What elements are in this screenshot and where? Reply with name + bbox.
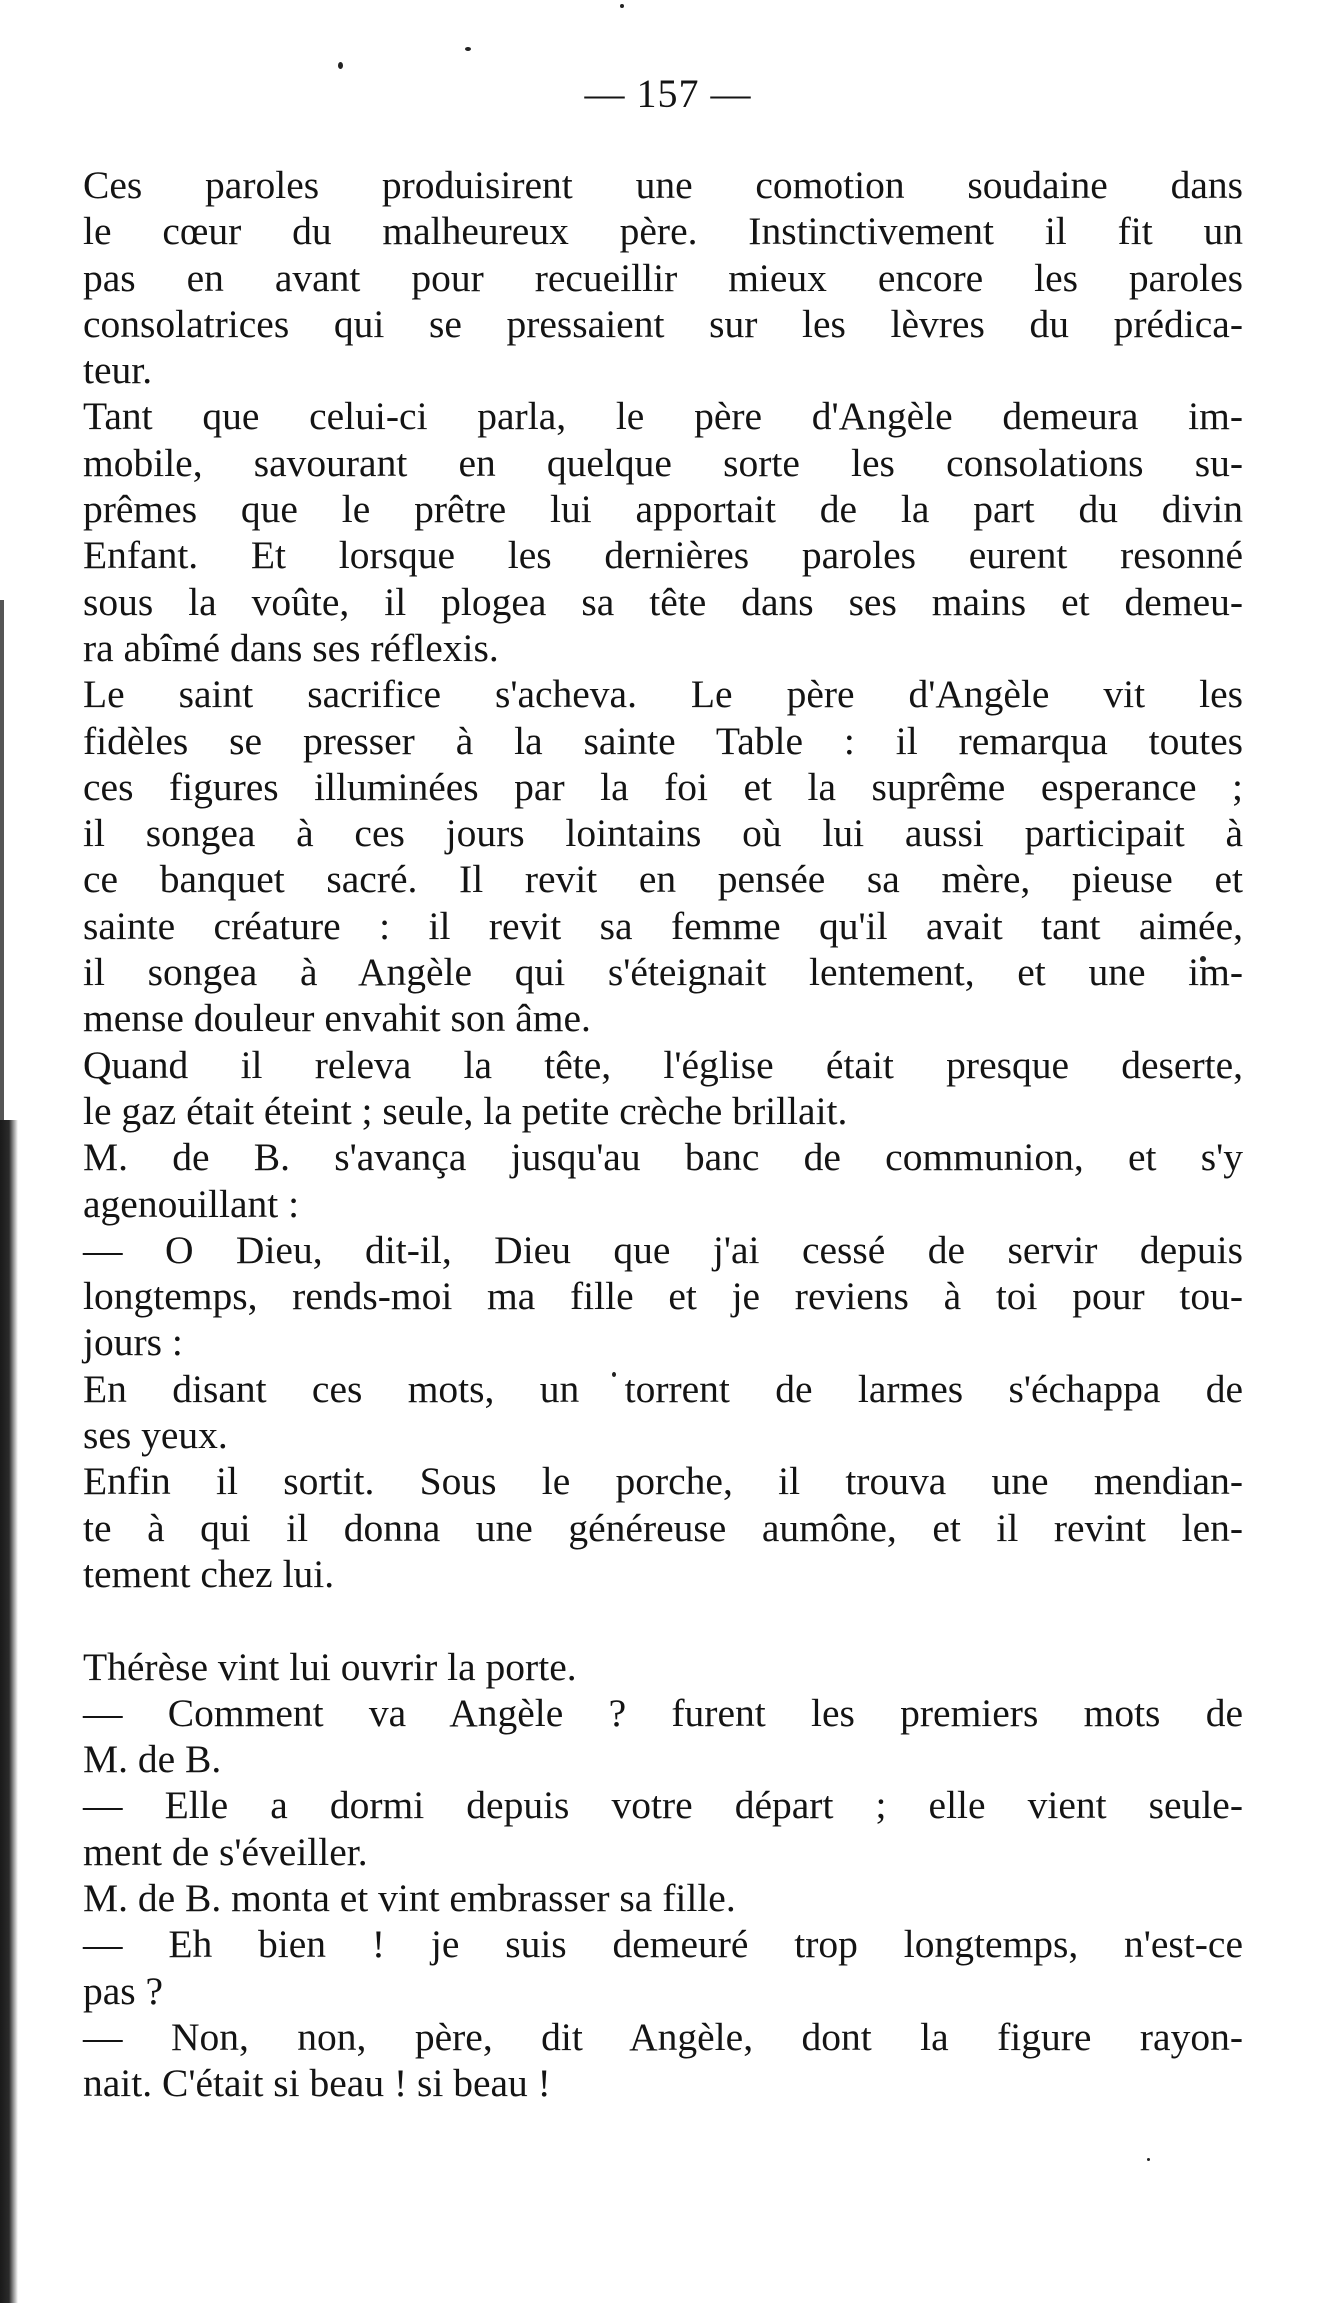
text-line: Enfin il sortit. Sous le porche, il trouva une mendian- <box>83 1459 1243 1504</box>
text-line: longtemps, rends-moi ma fille et je reviens à toi pour tou- <box>83 1274 1243 1319</box>
text-line: Enfant. Et lorsque les dernières paroles eurent resonné <box>83 533 1243 578</box>
text-line: Tant que celui-ci parla, le père d'Angèle demeura im- <box>83 394 1243 439</box>
text-line: pas ? <box>83 1968 164 2013</box>
text-line: mobile, savourant en quelque sorte les consolations su- <box>83 440 1243 485</box>
text-line: teur. <box>83 348 153 393</box>
text-line: Quand il releva la tête, l'église était presque deserte, <box>83 1042 1243 1087</box>
text-line: ce banquet sacré. Il revit en pensée sa mère, pieuse et <box>83 857 1243 902</box>
text-line: ra abîmé dans ses réflexis. <box>83 625 499 670</box>
text-line: tement chez lui. <box>83 1551 335 1596</box>
text-line: Thérèse vint lui ouvrir la porte. <box>83 1644 577 1689</box>
text-line: le cœur du malheureux père. Instinctivement il fit un <box>83 209 1243 254</box>
text-line: Ces paroles produisirent une comotion soudaine dans <box>83 163 1243 207</box>
page-edge-shadow-upper <box>0 600 4 1120</box>
text-line: sous la voûte, il plogea sa tête dans ses mains et demeu- <box>83 579 1243 624</box>
text-line: — Non, non, père, dit Angèle, dont la figure rayon- <box>83 2014 1243 2059</box>
ink-speck <box>620 4 624 8</box>
text-line: sainte créature : il revit sa femme qu'il avait tant aimée, <box>83 903 1243 948</box>
text-line: mense douleur envahit son âme. <box>83 996 591 1041</box>
text-line: il songea à ces jours lointains où lui aussi participait à <box>83 811 1243 856</box>
text-line: ses yeux. <box>83 1413 228 1458</box>
body-text <box>83 162 1243 2106</box>
text-line: M. de B. monta et vint embrasser sa fille. <box>83 1875 736 1920</box>
text-line: pas en avant pour recueillir mieux encore les paroles <box>83 255 1243 300</box>
text-line: nait. C'était si beau ! si beau ! <box>83 2061 551 2106</box>
text-line: M. de B. s'avança jusqu'au banc de communion, et s'y <box>83 1135 1243 1180</box>
page-number: — 157 — <box>584 71 752 116</box>
text-line: Le saint sacrifice s'acheva. Le père d'Angèle vit les <box>83 672 1243 717</box>
text-line: le gaz était éteint ; seule, la petite crèche brillait. <box>83 1088 848 1133</box>
text-line: jours : <box>83 1320 183 1365</box>
text-line: il songea à Angèle qui s'éteignait lentement, et une im- <box>83 950 1243 995</box>
ink-speck <box>1147 2158 1150 2161</box>
text-line: — Comment va Angèle ? furent les premiers mots de <box>83 1690 1243 1735</box>
text-line: M. de B. <box>83 1737 222 1782</box>
text-line: te à qui il donna une généreuse aumône, et il revint len- <box>83 1505 1243 1550</box>
text-line: — Eh bien ! je suis demeuré trop longtemps, n'est-ce <box>83 1922 1243 1967</box>
text-line: ment de s'éveiller. <box>83 1829 368 1874</box>
text-line: fidèles se presser à la sainte Table : il remarqua toutes <box>83 718 1243 763</box>
text-line: — Elle a dormi depuis votre départ ; elle vient seule- <box>83 1783 1243 1828</box>
text-line: agenouillant : <box>83 1181 300 1226</box>
text-line: En disant ces mots, un torrent de larmes s'échappa de <box>83 1366 1243 1411</box>
ink-speck <box>338 62 343 69</box>
text-line: — O Dieu, dit-il, Dieu que j'ai cessé de servir depuis <box>83 1227 1243 1272</box>
page-edge-shadow <box>0 1120 18 2303</box>
ink-speck <box>465 47 471 51</box>
text-line: prêmes que le prêtre lui apportait de la part du divin <box>83 487 1243 532</box>
blank-line <box>83 1597 1243 1643</box>
text-line: consolatrices qui se pressaient sur les lèvres du prédica- <box>83 301 1243 346</box>
text-line: ces figures illuminées par la foi et la suprême esperance ; <box>83 764 1243 809</box>
